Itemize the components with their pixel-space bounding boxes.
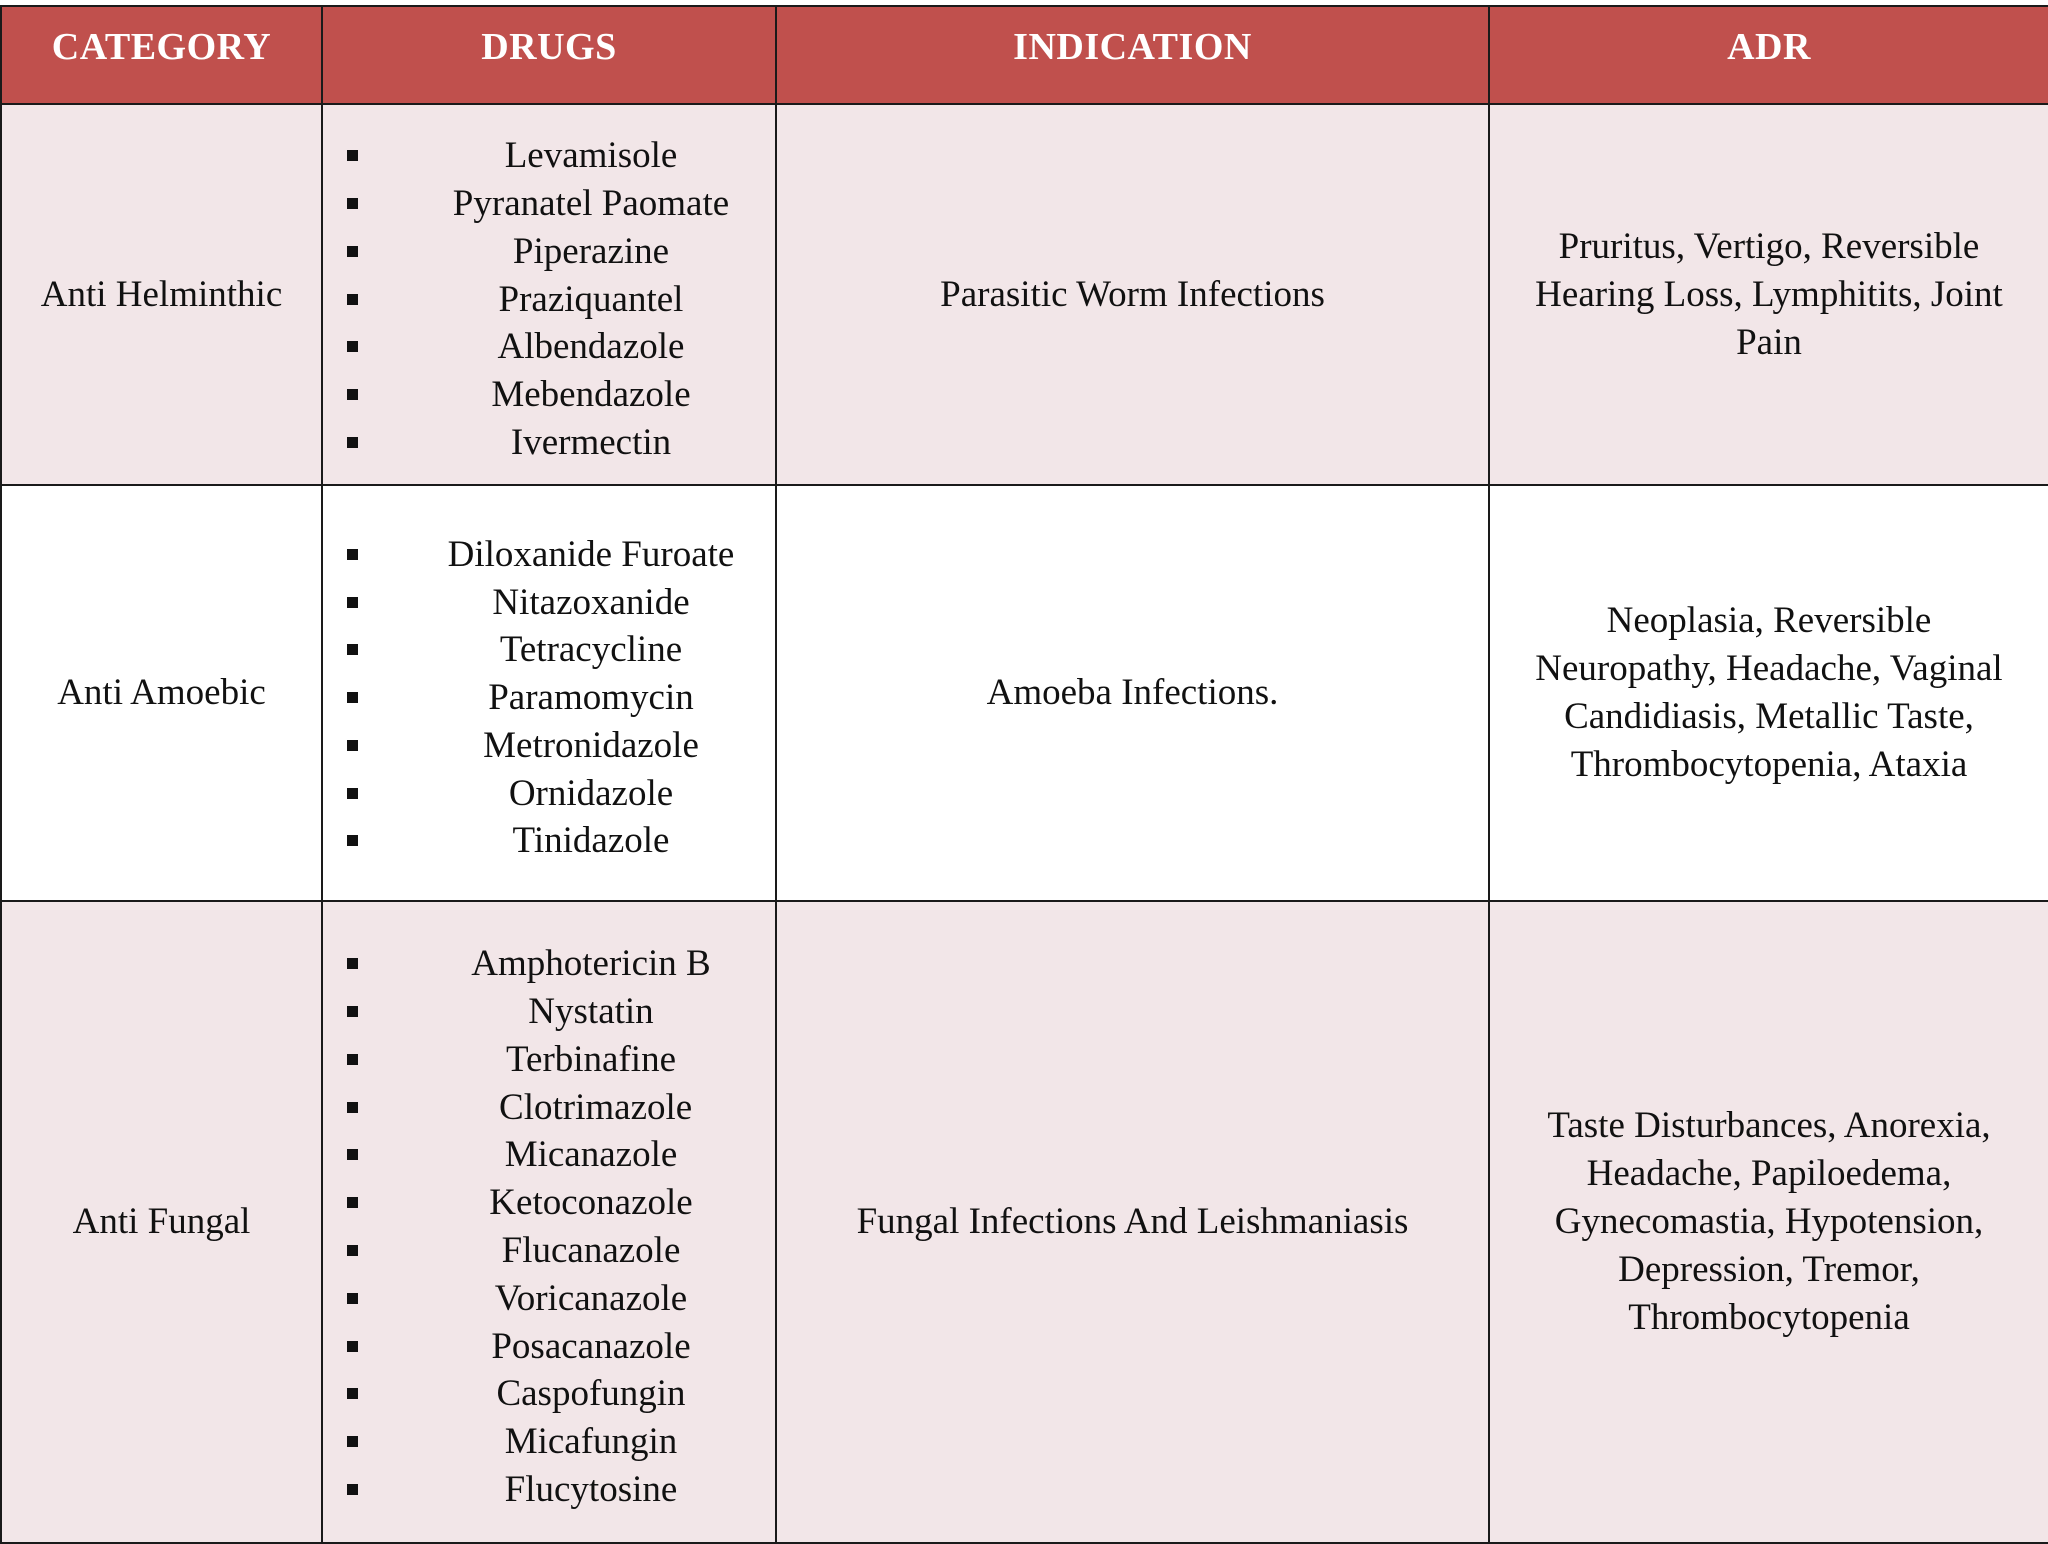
drug-item (323, 276, 775, 324)
drug-name: Ornidazole (508, 772, 674, 814)
header-drugs: DRUGS (322, 6, 776, 104)
drug-item (323, 180, 775, 228)
square-bullet-icon (347, 740, 358, 751)
drugs-cell (322, 485, 776, 901)
drug-item (323, 579, 775, 627)
drug-name: Flucytosine (504, 1468, 678, 1510)
drug-name: Voricanazole (494, 1277, 688, 1319)
square-bullet-icon (347, 788, 358, 799)
square-bullet-icon (347, 1149, 358, 1160)
drug-name: Albendazole (497, 326, 685, 368)
drug-item (323, 1036, 775, 1084)
square-bullet-icon (347, 549, 358, 560)
drug-name: Posacanazole (491, 1325, 691, 1367)
drug-name: Piperazine (512, 230, 670, 272)
drug-name: Praziquantel (498, 278, 684, 320)
drug-name: Caspofungin (496, 1373, 686, 1415)
drug-list (323, 930, 775, 1514)
square-bullet-icon (347, 1102, 358, 1113)
drug-name: Terbinafine (506, 1038, 676, 1080)
table-row (1, 485, 2048, 901)
square-bullet-icon (347, 1484, 358, 1495)
square-bullet-icon (347, 294, 358, 305)
drug-item (323, 674, 775, 722)
header-adr: ADR (1489, 6, 2048, 104)
drug-list (323, 122, 775, 467)
square-bullet-icon (347, 1054, 358, 1065)
indication-cell: Amoeba Infections. (776, 485, 1489, 901)
drug-name: Clotrimazole (489, 1086, 693, 1128)
drug-table (0, 5, 2048, 1544)
square-bullet-icon (347, 198, 358, 209)
drug-item (323, 1131, 775, 1179)
square-bullet-icon (347, 835, 358, 846)
drug-name: Metronidazole (483, 724, 699, 766)
drug-list (323, 521, 775, 866)
drug-name: Micanazole (504, 1134, 678, 1176)
square-bullet-icon (347, 150, 358, 161)
drug-name: Ivermectin (510, 421, 672, 463)
drug-name: Paramomycin (488, 677, 694, 719)
table-row (1, 104, 2048, 485)
indication-cell: Fungal Infections And Leishmaniasis (776, 901, 1489, 1543)
square-bullet-icon (347, 1245, 358, 1256)
drug-item (323, 1466, 775, 1514)
square-bullet-icon (347, 246, 358, 257)
adr-text: Neoplasia, Reversible Neuropathy, Headache, Vaginal Candidiasis, Metallic Taste, Thrombocytopenia, Ataxia (1535, 600, 2003, 785)
square-bullet-icon (347, 1436, 358, 1447)
header-category: CATEGORY (1, 6, 322, 104)
header-row (1, 6, 2048, 104)
table-row (1, 901, 2048, 1543)
adr-text: Pruritus, Vertigo, Reversible Hearing Loss, Lymphitits, Joint Pain (1535, 225, 2003, 363)
square-bullet-icon (347, 1293, 358, 1304)
square-bullet-icon (347, 644, 358, 655)
drug-name: Nystatin (528, 991, 654, 1033)
drug-name: Mebendazole (491, 374, 691, 416)
drug-name: Amphotericin B (471, 943, 711, 985)
drug-item (323, 722, 775, 770)
drug-item (323, 1323, 775, 1371)
drug-name: Tinidazole (512, 820, 670, 862)
drug-item (323, 817, 775, 865)
square-bullet-icon (347, 1388, 358, 1399)
drug-name: Pyranatel Paomate (452, 183, 730, 224)
drug-name: Flucanazole (501, 1230, 681, 1271)
drug-item (323, 1084, 775, 1132)
drug-item (323, 988, 775, 1036)
drug-item (323, 770, 775, 818)
drug-item (323, 228, 775, 276)
square-bullet-icon (347, 1341, 358, 1352)
square-bullet-icon (347, 692, 358, 703)
drug-item (323, 1418, 775, 1466)
category-cell: Anti Helminthic (1, 104, 322, 485)
drug-item (323, 371, 775, 419)
drug-item (323, 132, 775, 180)
square-bullet-icon (347, 1197, 358, 1208)
drug-item (323, 940, 775, 988)
drug-item (323, 1179, 775, 1227)
adr-cell (1489, 104, 2048, 485)
header-indication: INDICATION (776, 6, 1489, 104)
drug-item (323, 1370, 775, 1418)
drug-item (323, 531, 775, 579)
drug-item (323, 1227, 775, 1275)
drugs-cell (322, 901, 776, 1543)
drugs-cell (322, 104, 776, 485)
category-cell: Anti Fungal (1, 901, 322, 1543)
square-bullet-icon (347, 597, 358, 608)
category-cell: Anti Amoebic (1, 485, 322, 901)
square-bullet-icon (347, 341, 358, 352)
square-bullet-icon (347, 389, 358, 400)
drug-name: Tetracycline (499, 629, 683, 671)
square-bullet-icon (347, 1006, 358, 1017)
drug-item (323, 323, 775, 371)
drug-item (323, 1275, 775, 1323)
drug-name: Diloxanide Furoate (447, 533, 735, 575)
drug-name: Micafungin (504, 1421, 678, 1463)
drug-name: Levamisole (504, 135, 678, 177)
adr-text: Taste Disturbances, Anorexia, Headache, Papiloedema, Gynecomastia, Hypotension, Depression, Tremor, Thrombocytopenia (1547, 1105, 1991, 1338)
square-bullet-icon (347, 437, 358, 448)
drug-name: Ketoconazole (489, 1182, 693, 1224)
indication-cell: Parasitic Worm Infections (776, 104, 1489, 485)
drug-item (323, 419, 775, 467)
square-bullet-icon (347, 958, 358, 969)
drug-item (323, 626, 775, 674)
drug-name: Nitazoxanide (492, 581, 690, 623)
adr-cell (1489, 901, 2048, 1543)
adr-cell (1489, 485, 2048, 901)
